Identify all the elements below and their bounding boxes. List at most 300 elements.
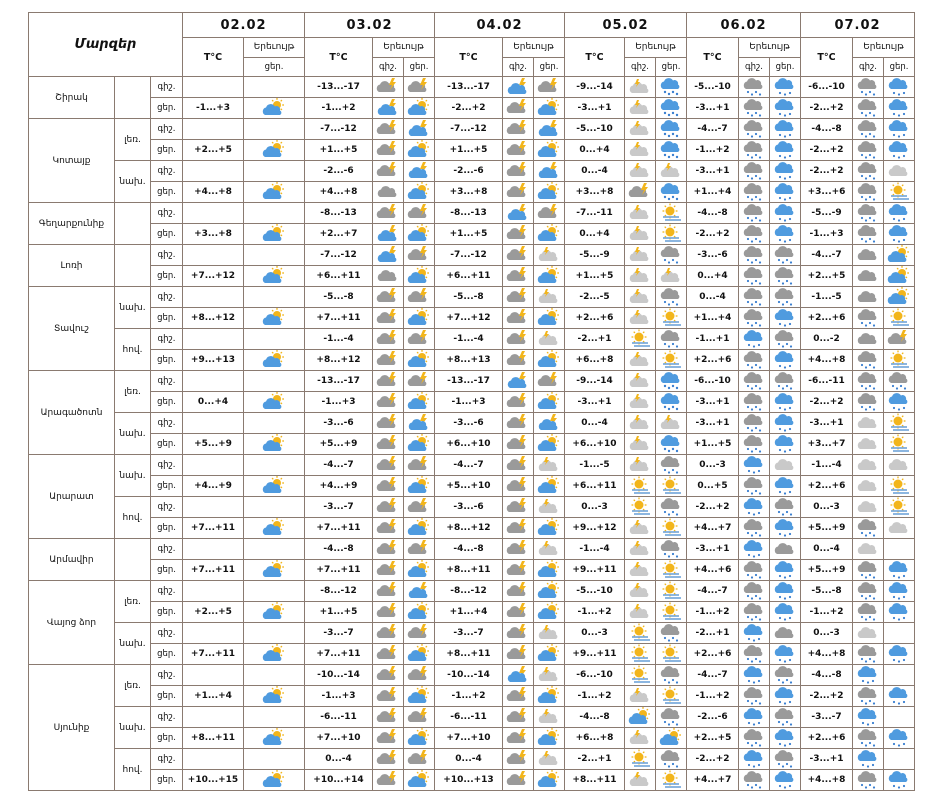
time-of-day: գիշ. (151, 119, 183, 140)
weather-cell (625, 392, 656, 413)
temperature: +2...+5 (183, 140, 244, 161)
temperature: -4...-7 (687, 665, 739, 686)
night-header: գիշ. (503, 57, 534, 77)
zone-name: նախ. (115, 413, 151, 455)
weather-cell (404, 161, 435, 182)
blue-snow-cloud-icon (741, 497, 767, 517)
sun-cloud-icon (406, 644, 432, 664)
gray-snow-cloud-icon (741, 98, 767, 118)
table-row (29, 770, 915, 791)
weather-cell (244, 350, 305, 371)
temperature: 0...-4 (687, 287, 739, 308)
gray-cloud-icon (855, 266, 881, 286)
weather-cell (534, 413, 565, 434)
sun-cloud-icon (406, 728, 432, 748)
cloud-lightning-icon (505, 119, 531, 139)
temperature: -8...-12 (305, 581, 373, 602)
weather-header: Երեւույթ (373, 38, 435, 58)
cloud-lightning-icon (627, 182, 653, 202)
gray-snow-cloud-icon (772, 707, 798, 727)
weather-cell (534, 392, 565, 413)
temperature: 0...-4 (801, 539, 853, 560)
time-of-day: ցեր. (151, 560, 183, 581)
weather-cell (770, 350, 801, 371)
temperature: -1...+3 (305, 686, 373, 707)
region-name: Գեղարքունիք (29, 203, 115, 245)
weather-cell (770, 749, 801, 770)
cloud-lightning-icon (406, 455, 432, 475)
rain-lightning-icon (406, 581, 432, 601)
temperature: +4...+8 (801, 644, 853, 665)
day-header: ցեր. (404, 57, 435, 77)
weather-cell (244, 581, 305, 602)
light-cloud-icon (536, 749, 562, 769)
weather-cell (534, 98, 565, 119)
temperature: 0...+4 (687, 266, 739, 287)
cloud-lightning-icon (375, 77, 401, 97)
weather-cell (625, 518, 656, 539)
temperature: +6...+8 (565, 350, 625, 371)
weather-cell (503, 623, 534, 644)
light-cloud-icon (627, 224, 653, 244)
time-of-day: ցեր. (151, 518, 183, 539)
cloud-lightning-icon (406, 539, 432, 559)
weather-cell (656, 518, 687, 539)
gray-snow-cloud-icon (658, 329, 684, 349)
weather-cell (534, 728, 565, 749)
blue-snow-cloud-icon (886, 581, 912, 601)
cloud-lightning-icon (505, 770, 531, 790)
weather-cell (770, 287, 801, 308)
weather-cell (503, 581, 534, 602)
weather-cell (739, 182, 770, 203)
temperature: -1...-5 (801, 287, 853, 308)
blue-snow-cloud-icon (886, 140, 912, 160)
temperature: +8...+11 (183, 728, 244, 749)
gray-cloud-icon (855, 287, 881, 307)
weather-cell (884, 434, 915, 455)
temperature: +7...+11 (183, 560, 244, 581)
weather-cell (739, 434, 770, 455)
weather-cell (884, 623, 915, 644)
light-cloud-icon (627, 119, 653, 139)
weather-cell (625, 203, 656, 224)
temperature: -10...-14 (305, 665, 373, 686)
night-header: գիշ. (853, 57, 884, 77)
temperature (183, 161, 244, 182)
weather-cell (739, 623, 770, 644)
table-row (29, 140, 915, 161)
temperature: -1...+2 (687, 686, 739, 707)
weather-cell (404, 329, 435, 350)
sun-cloud-icon (406, 182, 432, 202)
weather-cell (503, 455, 534, 476)
zone-name (115, 539, 151, 581)
weather-cell (503, 728, 534, 749)
gray-snow-cloud-icon (855, 182, 881, 202)
weather-cell (503, 245, 534, 266)
blue-snow-cloud-icon (886, 644, 912, 664)
weather-cell (404, 287, 435, 308)
region-name: Կոտայք (29, 119, 115, 203)
temperature: +9...+13 (183, 350, 244, 371)
table-row (29, 455, 915, 476)
temperature: +4...+9 (305, 476, 373, 497)
temperature: -5...-9 (801, 203, 853, 224)
blue-snow-cloud-icon (772, 476, 798, 496)
table-row (29, 308, 915, 329)
temperature: -2...+2 (801, 392, 853, 413)
gray-snow-cloud-icon (741, 434, 767, 454)
time-of-day: ցեր. (151, 140, 183, 161)
cloud-lightning-icon (375, 392, 401, 412)
blue-snow-cloud-icon (741, 455, 767, 475)
blue-snow-cloud-icon (772, 350, 798, 370)
weather-cell (884, 77, 915, 98)
weather-cell (503, 686, 534, 707)
cloud-lightning-icon (505, 497, 531, 517)
weather-cell (884, 266, 915, 287)
weather-cell (884, 602, 915, 623)
zone-name: նախ. (115, 161, 151, 203)
sun-mist-icon (886, 434, 912, 454)
weather-cell (404, 434, 435, 455)
temperature: -6...-11 (305, 707, 373, 728)
weather-cell (625, 434, 656, 455)
weather-cell (373, 140, 404, 161)
table-row (29, 497, 915, 518)
temperature: -2...+2 (801, 98, 853, 119)
blue-snow-cloud-icon (772, 224, 798, 244)
temperature: +7...+11 (183, 644, 244, 665)
temperature: +2...+6 (801, 308, 853, 329)
weather-cell (503, 287, 534, 308)
sun-mist-icon (658, 308, 684, 328)
gray-snow-cloud-icon (855, 686, 881, 706)
weather-cell (404, 455, 435, 476)
light-gray-cloud-icon (886, 455, 912, 475)
weather-cell (373, 182, 404, 203)
day-header: ցեր. (770, 57, 801, 77)
sun-mist-icon (627, 329, 653, 349)
sun-mist-icon (658, 686, 684, 706)
weather-cell (853, 728, 884, 749)
light-cloud-icon (627, 392, 653, 412)
temperature: -1...+3 (183, 98, 244, 119)
gray-snow-cloud-icon (741, 770, 767, 790)
weather-cell (884, 224, 915, 245)
weather-cell (656, 455, 687, 476)
gray-snow-cloud-icon (741, 119, 767, 139)
gray-snow-cloud-icon (855, 119, 881, 139)
temperature: +8...+13 (435, 350, 503, 371)
light-cloud-icon (627, 350, 653, 370)
weather-cell (503, 329, 534, 350)
weather-cell (534, 560, 565, 581)
weather-cell (739, 728, 770, 749)
temperature: -3...+1 (687, 413, 739, 434)
temperature: +7...+11 (305, 518, 373, 539)
weather-cell (244, 728, 305, 749)
time-of-day: գիշ. (151, 77, 183, 98)
temperature: +1...+5 (687, 434, 739, 455)
sun-cloud-icon (261, 476, 287, 496)
gray-snow-cloud-icon (741, 644, 767, 664)
weather-cell (244, 287, 305, 308)
blue-snow-cloud-icon (772, 140, 798, 160)
weather-cell (853, 182, 884, 203)
cloud-lightning-icon (406, 623, 432, 643)
sun-cloud-icon (536, 518, 562, 538)
temperature: +7...+11 (305, 560, 373, 581)
cloud-lightning-icon (505, 434, 531, 454)
weather-cell (404, 476, 435, 497)
weather-cell (770, 623, 801, 644)
weather-cell (739, 749, 770, 770)
temperature (183, 539, 244, 560)
temperature: -4...-7 (305, 455, 373, 476)
night-header: գիշ. (625, 57, 656, 77)
blue-snow-cloud-icon (855, 665, 881, 685)
day-header: ցեր. (884, 57, 915, 77)
sun-cloud-icon (536, 560, 562, 580)
table-row (29, 224, 915, 245)
weather-cell (884, 455, 915, 476)
weather-cell (739, 350, 770, 371)
time-of-day: ցեր. (151, 686, 183, 707)
temperature (183, 77, 244, 98)
weather-cell (625, 560, 656, 581)
gray-snow-cloud-icon (855, 560, 881, 580)
weather-cell (373, 308, 404, 329)
weather-cell (739, 245, 770, 266)
temperature: -3...+1 (687, 98, 739, 119)
weather-cell (656, 623, 687, 644)
weather-cell (244, 140, 305, 161)
cloud-lightning-icon (375, 455, 401, 475)
sun-mist-icon (886, 497, 912, 517)
temperature: -4...-8 (801, 119, 853, 140)
temperature: -7...-11 (565, 203, 625, 224)
temperature (183, 707, 244, 728)
sun-mist-icon (886, 476, 912, 496)
temperature (183, 581, 244, 602)
zone-name: լեռ. (115, 371, 151, 413)
weather-cell (625, 644, 656, 665)
gray-snow-cloud-icon (741, 140, 767, 160)
sun-cloud-icon (261, 308, 287, 328)
cloud-lightning-icon (375, 770, 401, 790)
light-gray-cloud-icon (886, 518, 912, 538)
weather-cell (404, 644, 435, 665)
sun-cloud-icon (627, 707, 653, 727)
weather-cell (770, 686, 801, 707)
weather-cell (244, 770, 305, 791)
blue-snow-cloud-icon (772, 434, 798, 454)
snow-cloud-icon (658, 140, 684, 160)
time-of-day: ցեր. (151, 644, 183, 665)
weather-cell (625, 119, 656, 140)
forecast-table (28, 12, 915, 791)
table-row (29, 686, 915, 707)
weather-cell (404, 182, 435, 203)
temperature: +5...+10 (435, 476, 503, 497)
time-of-day: գիշ. (151, 161, 183, 182)
weather-cell (625, 476, 656, 497)
region-name: Արագածոտն (29, 371, 115, 455)
temperature: -2...+2 (687, 224, 739, 245)
weather-cell (244, 434, 305, 455)
weather-cell (244, 644, 305, 665)
temperature: -4...-7 (435, 455, 503, 476)
weather-cell (244, 560, 305, 581)
sun-mist-icon (886, 413, 912, 433)
time-of-day: գիշ. (151, 245, 183, 266)
temperature: -4...-8 (687, 203, 739, 224)
temperature: -1...-5 (565, 455, 625, 476)
blue-snow-cloud-icon (772, 602, 798, 622)
sun-cloud-icon (536, 770, 562, 790)
sun-mist-icon (886, 182, 912, 202)
light-cloud-icon (627, 518, 653, 538)
blue-snow-cloud-icon (886, 392, 912, 412)
weather-cell (739, 287, 770, 308)
temperature: -2...+1 (565, 749, 625, 770)
table-row (29, 665, 915, 686)
temperature: +4...+7 (687, 518, 739, 539)
sun-cloud-icon (658, 728, 684, 748)
temperature: +5...+9 (801, 518, 853, 539)
sun-cloud-icon (406, 686, 432, 706)
weather-cell (373, 728, 404, 749)
temp-header: T°C (183, 38, 244, 77)
sun-mist-icon (627, 644, 653, 664)
weather-cell (739, 203, 770, 224)
weather-cell (884, 539, 915, 560)
gray-snow-cloud-icon (855, 770, 881, 790)
sun-cloud-icon (536, 140, 562, 160)
weather-cell (656, 497, 687, 518)
time-of-day: ցեր. (151, 182, 183, 203)
cloud-lightning-icon (505, 476, 531, 496)
temperature: -10...-14 (435, 665, 503, 686)
weather-cell (534, 623, 565, 644)
temperature: -7...-12 (435, 119, 503, 140)
sun-cloud-icon (406, 434, 432, 454)
weather-cell (739, 707, 770, 728)
weather-cell (625, 350, 656, 371)
weather-cell (534, 476, 565, 497)
weather-cell (244, 392, 305, 413)
weather-cell (404, 119, 435, 140)
weather-cell (244, 539, 305, 560)
weather-cell (656, 434, 687, 455)
zone-name: նախ. (115, 287, 151, 329)
weather-cell (884, 518, 915, 539)
date-header: 07.02 (801, 13, 915, 38)
table-row (29, 602, 915, 623)
temperature: -2...+2 (801, 140, 853, 161)
gray-snow-cloud-icon (658, 749, 684, 769)
date-header: 05.02 (565, 13, 687, 38)
weather-cell (373, 329, 404, 350)
gray-snow-cloud-icon (658, 287, 684, 307)
weather-cell (853, 392, 884, 413)
sun-mist-icon (627, 497, 653, 517)
gray-snow-cloud-icon (855, 308, 881, 328)
blue-snow-cloud-icon (741, 539, 767, 559)
time-of-day: գիշ. (151, 749, 183, 770)
temperature: -3...-7 (801, 707, 853, 728)
gray-snow-cloud-icon (855, 728, 881, 748)
weather-cell (404, 203, 435, 224)
weather-header: Երեւույթ (625, 38, 687, 58)
temperature: -2...+1 (687, 623, 739, 644)
blue-snow-cloud-icon (886, 77, 912, 97)
sun-cloud-icon (406, 770, 432, 790)
gray-snow-cloud-icon (855, 203, 881, 223)
weather-cell (534, 665, 565, 686)
temperature (183, 245, 244, 266)
weather-cell (656, 371, 687, 392)
weather-cell (770, 707, 801, 728)
gray-snow-cloud-icon (772, 245, 798, 265)
light-cloud-icon (627, 434, 653, 454)
weather-cell (853, 245, 884, 266)
temperature: +1...+4 (687, 308, 739, 329)
weather-cell (853, 119, 884, 140)
light-cloud-icon (627, 245, 653, 265)
weather-cell (503, 560, 534, 581)
weather-cell (503, 308, 534, 329)
cloud-lightning-icon (505, 224, 531, 244)
weather-cell (244, 455, 305, 476)
forecast-table-wrapper (28, 12, 915, 791)
temperature: -4...-8 (305, 539, 373, 560)
sun-mist-icon (886, 350, 912, 370)
weather-cell (244, 266, 305, 287)
time-of-day: գիշ. (151, 539, 183, 560)
temperature: -1...+2 (687, 602, 739, 623)
weather-cell (770, 308, 801, 329)
gray-snow-cloud-icon (658, 497, 684, 517)
weather-cell (244, 224, 305, 245)
weather-cell (884, 203, 915, 224)
blue-snow-cloud-icon (886, 728, 912, 748)
temperature: +3...+8 (183, 224, 244, 245)
temperature: -2...-6 (305, 161, 373, 182)
light-gray-cloud-icon (855, 539, 881, 559)
weather-cell (656, 140, 687, 161)
weather-cell (373, 560, 404, 581)
gray-snow-cloud-icon (855, 224, 881, 244)
temperature: 0...-3 (801, 623, 853, 644)
temperature: -5...-8 (801, 581, 853, 602)
weather-cell (503, 644, 534, 665)
temperature: -1...-4 (305, 329, 373, 350)
weather-cell (244, 161, 305, 182)
rain-lightning-icon (505, 665, 531, 685)
cloud-lightning-icon (375, 497, 401, 517)
temperature: -3...+1 (687, 161, 739, 182)
temperature: +2...+6 (687, 350, 739, 371)
weather-cell (884, 392, 915, 413)
weather-cell (656, 224, 687, 245)
sun-cloud-icon (406, 350, 432, 370)
weather-cell (404, 581, 435, 602)
zone-name: լեռ. (115, 581, 151, 623)
rain-lightning-icon (536, 119, 562, 139)
